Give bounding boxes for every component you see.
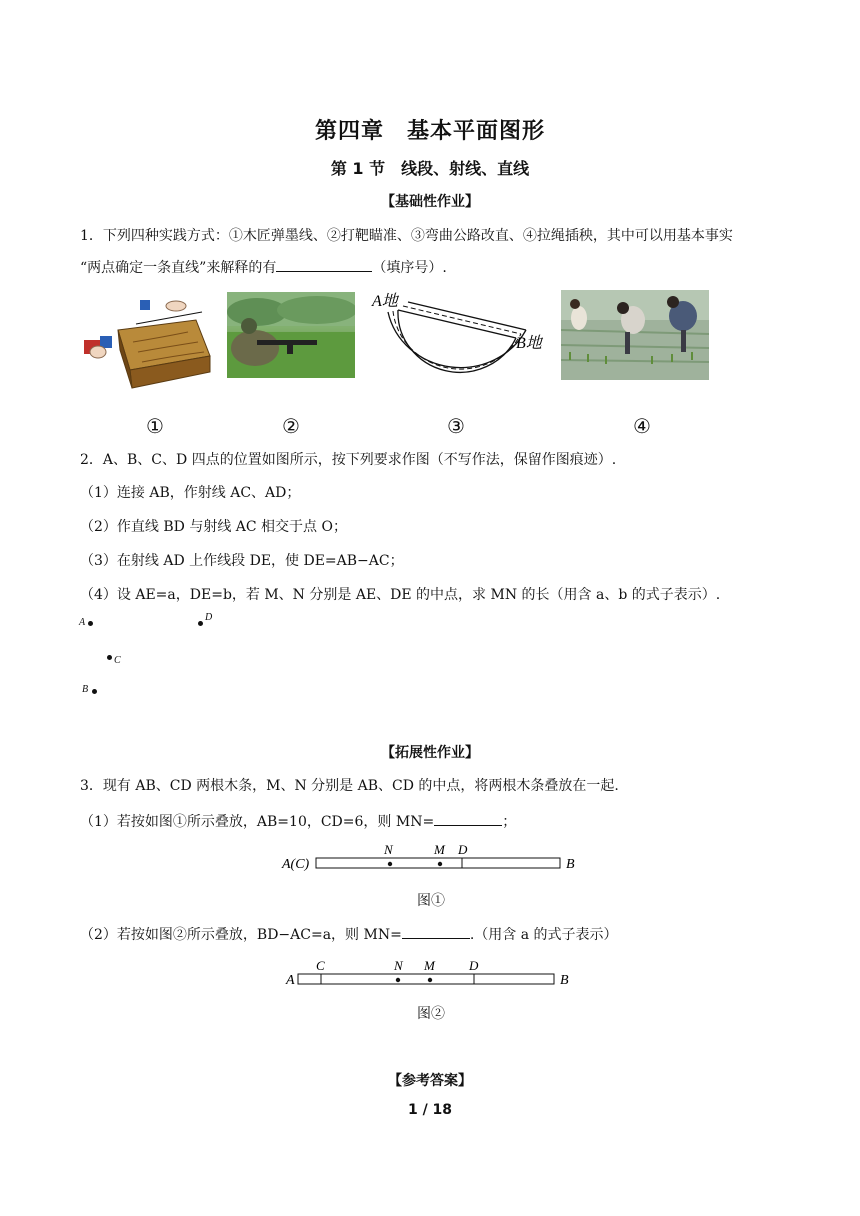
fig1-label-ac: A(C) <box>282 857 310 872</box>
point-a-label: A <box>79 617 86 628</box>
figure-2-caption: 图② <box>417 1006 445 1022</box>
fig2-label-c: C <box>316 958 325 973</box>
fig1-label-n: N <box>384 842 393 857</box>
figure-1-sticks <box>278 840 588 876</box>
fig1-label-d: D <box>458 842 468 857</box>
q3-stem: 3．现有 AB、CD 两根木条，M、N 分别是 AB、CD 的中点，将两根木条叠放在一起. <box>80 778 619 794</box>
point-a <box>88 621 93 626</box>
q3-part1-text: （1）若按如图①所示叠放，AB=10，CD=6，则 MN= <box>80 814 435 830</box>
q2-part1: （1）连接 AB，作射线 AC、AD； <box>80 485 301 501</box>
extension-homework-heading: 【拓展性作业】 <box>381 745 479 761</box>
q3-part2-text: （2）若按如图②所示叠放，BD−AC=a，则 MN= <box>80 927 402 943</box>
q1-line1: 1．下列四种实践方式：①木匠弹墨线、②打靶瞄准、③弯曲公路改直、④拉绳插秧，其中可以用基本事实 <box>80 228 733 244</box>
fig2-label-m: M <box>424 958 435 973</box>
fig3-label-a: A地 <box>372 293 398 310</box>
q1-line2 <box>80 257 447 278</box>
q2-part2: （2）作直线 BD 与射线 AC 相交于点 O； <box>80 519 347 535</box>
q2-part4: （4）设 AE=a，DE=b，若 M、N 分别是 AE、DE 的中点，求 MN 的长（用含 a、b 的式子表示）. <box>80 587 721 603</box>
q3-part1-end: ； <box>502 814 517 830</box>
fig2-label-n: N <box>394 958 403 973</box>
q3-part2 <box>80 924 618 945</box>
q1-answer-blank <box>276 257 372 272</box>
point-d-label: D <box>205 612 213 623</box>
figure-2-sticks <box>284 956 584 992</box>
q3-part1 <box>80 811 516 832</box>
fig-carpenter-inkline <box>78 292 218 392</box>
q2-stem: 2．A、B、C、D 四点的位置如图所示，按下列要求作图（不写作法，保留作图痕迹）. <box>80 452 617 468</box>
basic-homework-heading: 【基础性作业】 <box>381 194 479 210</box>
fig1-label-b: B <box>566 857 575 872</box>
point-d <box>198 621 203 626</box>
fig-target-shooting <box>227 292 355 378</box>
fig2-label-b: B <box>560 973 569 988</box>
page-number: 1 / 18 <box>407 1102 453 1118</box>
fig-label-4: ④ <box>633 414 651 438</box>
point-c-label: C <box>114 655 121 666</box>
fig3-label-b: B地 <box>516 335 542 352</box>
answers-heading: 【参考答案】 <box>388 1073 472 1089</box>
point-c <box>107 655 112 660</box>
q2-part3: （3）在射线 AD 上作线段 DE，使 DE=AB−AC； <box>80 553 404 569</box>
fig-label-3: ③ <box>447 414 465 438</box>
q3-part2-end: .（用含 a 的式子表示） <box>469 927 618 943</box>
q1-line2-text: “两点确定一条直线”来解释的有 <box>80 260 277 276</box>
fig-rice-planting <box>561 290 709 380</box>
point-b-label: B <box>82 684 89 695</box>
fig-label-2: ② <box>282 414 300 438</box>
figure-1-caption: 图① <box>417 893 445 909</box>
q1-line2-end: （填序号）. <box>372 260 447 276</box>
point-b <box>92 689 97 694</box>
fig2-label-d: D <box>469 958 479 973</box>
fig2-label-a: A <box>286 973 295 988</box>
q3-part1-blank <box>434 811 502 826</box>
fig-curved-road <box>368 288 558 388</box>
fig1-label-m: M <box>434 842 445 857</box>
chapter-title: 第四章 基本平面图形 <box>314 119 545 144</box>
q3-part2-blank <box>402 924 470 939</box>
section-title: 第 1 节 线段、射线、直线 <box>330 159 530 178</box>
fig-label-1: ① <box>146 414 164 438</box>
